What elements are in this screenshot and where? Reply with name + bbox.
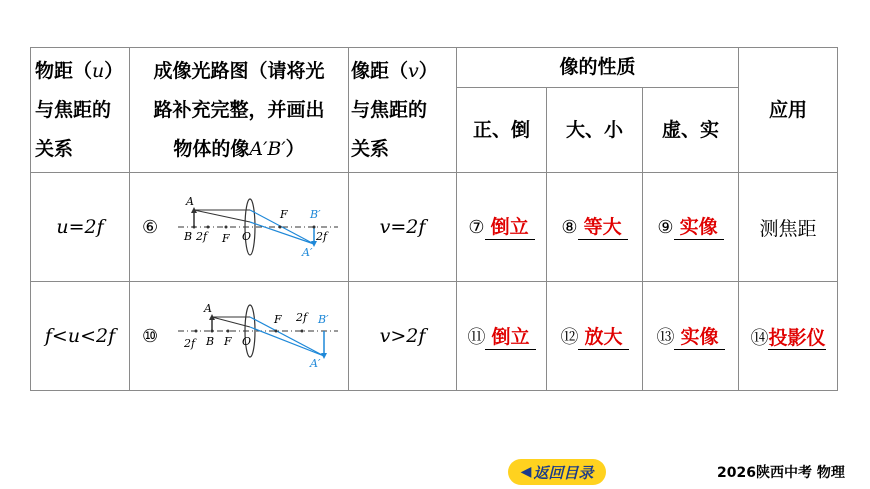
prop-cell (457, 282, 547, 391)
lens-imaging-table (30, 47, 838, 391)
header-virtual-real: 虚、实 (643, 88, 739, 173)
header-image-distance: 像距（v） 与焦距的 关系 (349, 48, 457, 173)
back-button-label: 返回目录 (533, 463, 594, 482)
ray-diagram-cell (130, 173, 349, 282)
image-relation: v>2f (349, 282, 457, 391)
label-b-prime: B′ (318, 313, 329, 326)
image-arrow-head (321, 353, 327, 359)
prop-cell (643, 173, 739, 282)
table-row (31, 282, 838, 391)
question-number: ⑭ (750, 327, 769, 349)
incident-ray (194, 210, 250, 222)
label-a: A (204, 302, 213, 315)
ray-diagram-2f (164, 192, 344, 262)
label-f: F (222, 232, 230, 245)
question-number: ⑦ (468, 216, 485, 238)
application-answer: 投影仪 (768, 326, 826, 349)
label-2f: 2f (196, 230, 208, 243)
answer-blank: 倒立 (485, 325, 535, 350)
label-a-prime: A′ (302, 246, 313, 259)
answer-blank: 放大 (578, 325, 628, 350)
application (739, 282, 838, 391)
image-relation: v=2f (349, 173, 457, 282)
answer-blank: 实像 (674, 215, 724, 240)
object-relation: f<u<2f (31, 282, 130, 391)
header-application: 应用 (739, 48, 838, 173)
answer-blank: 等大 (578, 215, 628, 240)
back-to-contents-button[interactable] (508, 459, 606, 485)
ray-diagram-cell (130, 282, 349, 391)
question-number: ⑧ (561, 216, 578, 238)
incident-ray (212, 317, 250, 327)
label-b: B (206, 335, 215, 348)
label-o: O (242, 230, 252, 243)
header-ray-diagram: 成像光路图（请将光 路补充完整，并画出 物体的像A′B′） (130, 48, 349, 173)
label-f: F (224, 335, 232, 348)
source-label: 2026陕西中考 物理 (717, 465, 845, 481)
object-relation: u=2f (31, 173, 130, 282)
header-image-properties: 像的性质 (457, 48, 739, 88)
refracted-ray (250, 317, 324, 356)
header-object-distance: 物距（u） 与焦距的 关系 (31, 48, 130, 173)
question-number: ⑪ (467, 326, 486, 348)
question-number: ⑫ (560, 326, 579, 348)
application: 测焦距 (739, 173, 838, 282)
label-2f-image: 2f (296, 311, 308, 324)
header-upright-inverted: 正、倒 (457, 88, 547, 173)
prop-cell (547, 173, 643, 282)
label-f2: F (280, 208, 288, 221)
answer-blank: 实像 (674, 325, 724, 350)
prop-cell (457, 173, 547, 282)
header-size: 大、小 (547, 88, 643, 173)
prop-cell (547, 282, 643, 391)
label-b-prime: B′ (310, 208, 321, 221)
table-row (31, 173, 838, 282)
prop-cell (643, 282, 739, 391)
ray-diagram-f-2f (164, 301, 344, 371)
label-a-prime: A′ (310, 357, 321, 370)
label-2f-image: 2f (316, 230, 328, 243)
question-number: ⑬ (656, 326, 675, 348)
label-2f: 2f (184, 337, 196, 350)
refracted-ray-2 (250, 222, 314, 244)
label-b: B (184, 230, 193, 243)
question-number: ⑥ (142, 216, 159, 238)
label-f2: F (274, 313, 282, 326)
label-a: A (186, 195, 195, 208)
back-arrow-icon: ◀ (520, 464, 532, 480)
label-o: O (242, 335, 252, 348)
question-number: ⑨ (657, 216, 674, 238)
answer-blank: 倒立 (485, 215, 535, 240)
question-number: ⑩ (142, 325, 159, 347)
